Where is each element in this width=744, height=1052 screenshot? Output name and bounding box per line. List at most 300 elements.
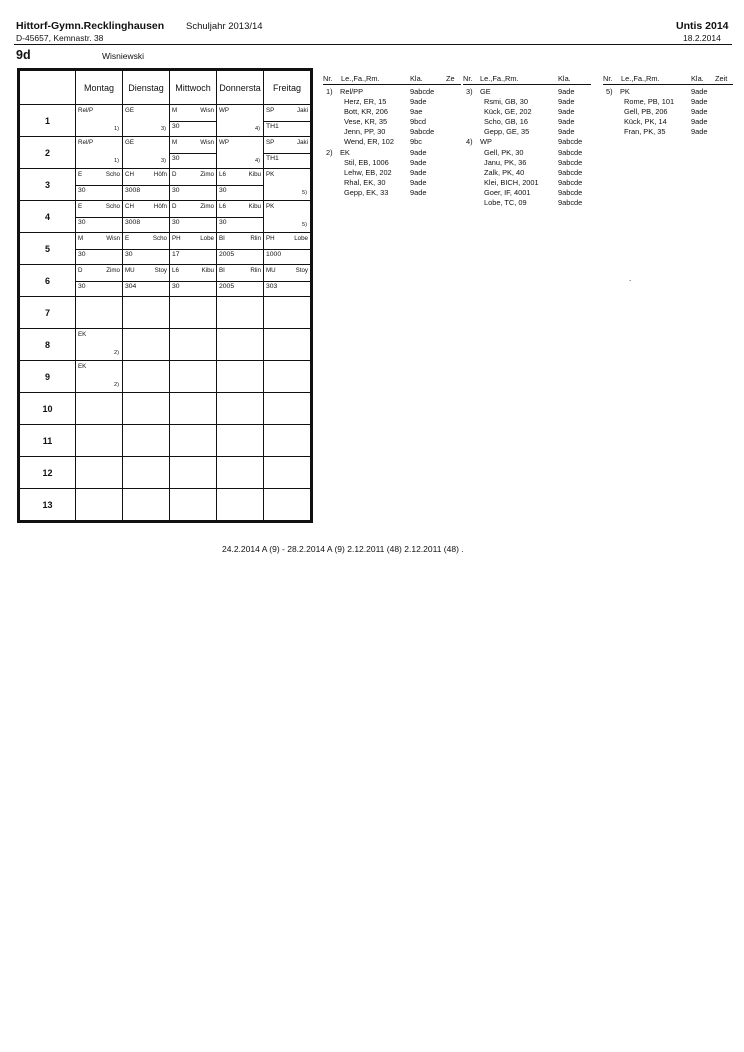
subject-label: EK — [78, 331, 87, 338]
lesson-cell — [217, 361, 264, 393]
lesson-content — [217, 393, 263, 424]
period-row — [20, 201, 311, 233]
teacher-label: Zimo — [200, 203, 214, 210]
lesson-content — [123, 425, 169, 456]
legend-classes: 9ade — [410, 187, 427, 197]
lesson-content — [76, 265, 122, 296]
legend-header-nr: Nr. — [603, 74, 613, 83]
lesson-cell — [264, 137, 311, 169]
subject-label: PK — [266, 171, 275, 178]
legend-entry: Goer, IF, 4001 — [484, 187, 531, 197]
legend-entry: EK — [340, 147, 350, 157]
lesson-content — [217, 425, 263, 456]
teacher-label: Zimo — [106, 267, 120, 274]
lesson-cell — [76, 425, 123, 457]
legend-classes: 9ade — [410, 147, 427, 157]
subject-label: WP — [219, 107, 229, 114]
header-rule — [14, 44, 732, 45]
teacher-label: Kibu — [201, 267, 214, 274]
subject-label: L6 — [172, 267, 179, 274]
lesson-content — [264, 169, 310, 200]
period-row — [20, 393, 311, 425]
teacher-label: Scho — [105, 203, 120, 210]
stray-mark: . — [629, 274, 632, 283]
legend-entry: Vese, KR, 35 — [344, 117, 388, 127]
room-label: 30 — [125, 251, 133, 258]
lesson-cell — [76, 297, 123, 329]
lesson-content — [170, 105, 216, 136]
legend-classes: 9bcd — [410, 117, 427, 127]
lesson-content — [170, 137, 216, 168]
legend-classes: 9ade — [691, 97, 708, 107]
lesson-cell — [264, 489, 311, 521]
subject-label: Rel/P — [78, 139, 94, 146]
lesson-cell — [123, 137, 170, 169]
period-row — [20, 489, 311, 521]
lesson-content — [170, 361, 216, 392]
period-number: 6 — [20, 265, 76, 297]
lesson-cell — [123, 201, 170, 233]
lesson-content — [217, 105, 263, 136]
footnote-label: 3) — [161, 126, 166, 132]
lesson-cell — [264, 105, 311, 137]
footnote-label: 2) — [114, 382, 119, 388]
lesson-cell — [76, 169, 123, 201]
lesson-cell — [264, 297, 311, 329]
legend-row — [463, 117, 591, 127]
legend-classes: 9abcde — [558, 147, 583, 157]
room-label: TH1 — [266, 123, 279, 130]
period-number: 10 — [20, 393, 76, 425]
subject-label: M — [172, 107, 178, 114]
subject-label: L6 — [219, 203, 226, 210]
lesson-cell — [170, 137, 217, 169]
lesson-cell — [217, 233, 264, 265]
period-row — [20, 105, 311, 137]
lesson-content — [123, 169, 169, 200]
legend-classes: 9ade — [410, 157, 427, 167]
lesson-cell — [123, 265, 170, 297]
lesson-content — [76, 329, 122, 360]
teacher-label: Wisn — [200, 139, 214, 146]
lesson-content — [264, 297, 310, 328]
lesson-cell — [76, 105, 123, 137]
teacher-label: Wisn — [200, 107, 214, 114]
teacher-label: Jaki — [296, 107, 308, 114]
subject-label: PH — [172, 235, 181, 242]
lesson-content — [264, 201, 310, 232]
teacher-label: Höfn — [153, 171, 167, 178]
lesson-content — [217, 169, 263, 200]
lesson-content — [76, 393, 122, 424]
period-row — [20, 169, 311, 201]
legend-entry: PK — [620, 87, 630, 96]
subject-label: D — [172, 203, 177, 210]
lesson-cell — [264, 201, 311, 233]
legend-classes: 9abcde — [558, 177, 583, 187]
subject-label: MU — [125, 267, 135, 274]
lesson-cell — [123, 425, 170, 457]
legend-entry: WP — [480, 137, 492, 147]
room-label: 30 — [172, 155, 180, 162]
lesson-cell — [123, 169, 170, 201]
footnote-label: 4) — [255, 126, 260, 132]
lesson-content — [264, 393, 310, 424]
period-number: 7 — [20, 297, 76, 329]
legend-classes: 9abcde — [410, 127, 435, 137]
legend-row — [463, 97, 591, 107]
legend-classes: 9ade — [691, 127, 708, 137]
legend-nr: 5) — [606, 87, 613, 96]
lesson-content — [123, 233, 169, 264]
period-number: 13 — [20, 489, 76, 521]
room-label: 30 — [78, 187, 86, 194]
legend-row — [603, 117, 733, 127]
lesson-cell — [123, 233, 170, 265]
subject-label: M — [78, 235, 84, 242]
legend-row — [463, 168, 591, 178]
period-number: 1 — [20, 105, 76, 137]
teacher-label: Lobe — [294, 235, 308, 242]
legend-row — [323, 87, 461, 97]
subject-label: MU — [266, 267, 276, 274]
lesson-content — [76, 233, 122, 264]
subject-label: WP — [219, 139, 229, 146]
subject-label: SP — [266, 107, 275, 114]
lesson-cell — [170, 457, 217, 489]
lesson-content — [170, 425, 216, 456]
lesson-cell — [264, 361, 311, 393]
period-row — [20, 265, 311, 297]
room-label: 3008 — [125, 219, 141, 226]
legend-header-kla: Kla. — [410, 74, 423, 83]
legend-row — [323, 117, 461, 127]
subject-label: BI — [219, 267, 225, 274]
lesson-content — [76, 137, 122, 168]
lesson-cell — [123, 361, 170, 393]
teacher-label: Stoy — [295, 267, 308, 274]
lesson-content — [170, 457, 216, 488]
lesson-cell — [76, 265, 123, 297]
lesson-content — [123, 265, 169, 296]
day-header: Freitag — [264, 71, 311, 105]
legend-entry: Lobe, TC, 09 — [484, 198, 527, 208]
legend-entry: Scho, GB, 16 — [484, 117, 528, 127]
footnote-label: 5) — [302, 190, 307, 196]
lesson-cell — [76, 361, 123, 393]
timetable — [19, 70, 311, 521]
legend-entry: Gell, PB, 206 — [624, 107, 668, 117]
legend-row — [463, 188, 591, 198]
period-row — [20, 425, 311, 457]
lesson-cell — [217, 457, 264, 489]
period-number: 11 — [20, 425, 76, 457]
lesson-content — [170, 169, 216, 200]
footnote-label: 2) — [114, 350, 119, 356]
legend-header-kla: Kla. — [691, 74, 704, 83]
legend-row — [463, 198, 591, 208]
lesson-content — [170, 265, 216, 296]
header-row — [20, 71, 311, 105]
subject-label: GE — [125, 107, 134, 114]
lesson-content — [264, 137, 310, 168]
lesson-content — [123, 361, 169, 392]
legend-entry: Stil, EB, 1006 — [344, 157, 389, 167]
footnote-label: 3) — [161, 158, 166, 164]
legend-entry: Jenn, PP, 30 — [344, 127, 386, 137]
legend-classes: 9ade — [558, 97, 575, 107]
school-name: Hittorf-Gymn.Recklinghausen — [16, 20, 165, 32]
lesson-cell — [76, 457, 123, 489]
lesson-cell — [76, 489, 123, 521]
legend-header-kla: Kla. — [558, 74, 571, 83]
lesson-cell — [170, 265, 217, 297]
lesson-cell — [264, 393, 311, 425]
lesson-cell — [123, 329, 170, 361]
lesson-content — [123, 489, 169, 520]
lesson-content — [217, 489, 263, 520]
legend-row — [463, 178, 591, 188]
lesson-cell — [217, 201, 264, 233]
legend-entry: Gell, PK, 30 — [484, 147, 524, 157]
room-label: 2005 — [219, 283, 235, 290]
subject-label: CH — [125, 171, 134, 178]
lesson-content — [217, 265, 263, 296]
legend-entry: Kück, GE, 202 — [484, 107, 532, 117]
legend-row — [603, 127, 733, 137]
legend-nr: 1) — [326, 87, 333, 96]
lesson-content — [123, 297, 169, 328]
lesson-cell — [264, 457, 311, 489]
room-label: 2005 — [219, 251, 235, 258]
lesson-cell — [217, 425, 264, 457]
subject-label: EK — [78, 363, 87, 370]
legend-classes: 9ade — [558, 127, 575, 137]
legend-classes: 9abcde — [558, 167, 583, 177]
legend-row — [463, 127, 591, 137]
teacher-label: Rlin — [250, 235, 261, 242]
lesson-content — [123, 393, 169, 424]
legend-row — [323, 97, 461, 107]
legend-column-3 — [603, 74, 733, 137]
lesson-content — [264, 457, 310, 488]
lesson-content — [217, 457, 263, 488]
teacher-label: Scho — [152, 235, 167, 242]
legend-row — [323, 107, 461, 117]
legend-row — [323, 148, 461, 158]
legend-entry: Janu, PK, 36 — [484, 157, 527, 167]
lesson-cell — [76, 137, 123, 169]
lesson-content — [264, 329, 310, 360]
legend-row — [463, 137, 591, 147]
day-header: Montag — [76, 71, 123, 105]
lesson-cell — [170, 169, 217, 201]
lesson-content — [76, 457, 122, 488]
legend-row — [323, 158, 461, 168]
period-number: 12 — [20, 457, 76, 489]
lesson-content — [76, 297, 122, 328]
lesson-content — [76, 489, 122, 520]
legend-classes: 9abcde — [558, 157, 583, 167]
subject-label: BI — [219, 235, 225, 242]
teacher-label: Höfn — [153, 203, 167, 210]
lesson-content — [170, 201, 216, 232]
subject-label: E — [125, 235, 130, 242]
room-label: 3008 — [125, 187, 141, 194]
teacher-label: Scho — [105, 171, 120, 178]
lesson-cell — [123, 393, 170, 425]
lesson-cell — [76, 233, 123, 265]
legend-header-zeit: Ze — [446, 74, 455, 83]
lesson-content — [217, 137, 263, 168]
legend-entry: Rhal, EK, 30 — [344, 177, 386, 187]
lesson-content — [264, 425, 310, 456]
lesson-cell — [170, 329, 217, 361]
lesson-cell — [217, 489, 264, 521]
legend-classes: 9ade — [691, 117, 708, 127]
legend-classes: 9ade — [691, 87, 708, 96]
lesson-cell — [170, 361, 217, 393]
lesson-cell — [264, 265, 311, 297]
legend-row — [603, 97, 733, 107]
teacher-label: Jaki — [296, 139, 308, 146]
legend-header — [603, 74, 733, 85]
room-label: 30 — [78, 251, 86, 258]
room-label: 30 — [172, 187, 180, 194]
school-address: D-45657, Kemnastr. 38 — [16, 33, 104, 43]
day-header: Donnersta — [217, 71, 264, 105]
period-row — [20, 233, 311, 265]
period-number: 9 — [20, 361, 76, 393]
room-label: 30 — [219, 219, 227, 226]
legend-entry: Bott, KR, 206 — [344, 107, 388, 117]
legend-header-nr: Nr. — [323, 74, 333, 83]
lesson-cell — [264, 329, 311, 361]
lesson-cell — [217, 137, 264, 169]
legend-classes: 9bc — [410, 137, 422, 147]
lesson-cell — [170, 425, 217, 457]
lesson-content — [217, 233, 263, 264]
period-row — [20, 329, 311, 361]
legend-classes: 9ae — [410, 107, 423, 117]
legend-entry: Fran, PK, 35 — [624, 127, 666, 137]
lesson-content — [264, 489, 310, 520]
lesson-cell — [123, 105, 170, 137]
lesson-content — [123, 329, 169, 360]
footnote-label: 1) — [114, 126, 119, 132]
subject-label: D — [172, 171, 177, 178]
lesson-cell — [170, 297, 217, 329]
lesson-content — [217, 361, 263, 392]
legend-row — [463, 107, 591, 117]
lesson-cell — [217, 393, 264, 425]
lesson-content — [264, 265, 310, 296]
legend-row — [323, 178, 461, 188]
teacher-label: Kibu — [248, 203, 261, 210]
legend-classes: 9ade — [558, 107, 575, 117]
period-row — [20, 361, 311, 393]
legend-classes: 9ade — [410, 177, 427, 187]
subject-label: D — [78, 267, 83, 274]
lesson-cell — [123, 457, 170, 489]
legend-classes: 9abcde — [558, 187, 583, 197]
legend-entry: Herz, ER, 15 — [344, 97, 387, 107]
subject-label: E — [78, 203, 83, 210]
lesson-content — [123, 137, 169, 168]
lesson-cell — [76, 201, 123, 233]
period-row — [20, 457, 311, 489]
room-label: TH1 — [266, 155, 279, 162]
period-row — [20, 297, 311, 329]
period-number: 5 — [20, 233, 76, 265]
legend-row — [603, 87, 733, 97]
legend-entry: Gepp, EK, 33 — [344, 187, 389, 197]
lesson-cell — [217, 329, 264, 361]
legend-nr: 4) — [466, 137, 473, 147]
legend-classes: 9ade — [558, 87, 575, 96]
legend-entry: Klei, BICH, 2001 — [484, 177, 539, 187]
product-name: Untis 2014 — [676, 20, 729, 32]
legend-header-zeit: Zeit — [715, 74, 728, 83]
lesson-content — [170, 297, 216, 328]
lesson-cell — [123, 489, 170, 521]
subject-label: CH — [125, 203, 134, 210]
legend-header-le: Le.,Fa.,Rm. — [621, 74, 660, 83]
legend-entry: GE — [480, 87, 491, 96]
legend-header-le: Le.,Fa.,Rm. — [341, 74, 380, 83]
legend-nr: 3) — [466, 87, 473, 96]
teacher-label: Zimo — [200, 171, 214, 178]
legend-header — [323, 74, 461, 85]
lesson-content — [76, 201, 122, 232]
subject-label: GE — [125, 139, 134, 146]
legend-entry: Rsmi, GB, 30 — [484, 97, 528, 107]
lesson-cell — [170, 233, 217, 265]
lesson-cell — [170, 489, 217, 521]
legend-nr: 2) — [326, 147, 333, 157]
room-label: 17 — [172, 251, 180, 258]
lesson-cell — [170, 393, 217, 425]
legend-classes: 9abcde — [558, 198, 583, 208]
legend-header-le: Le.,Fa.,Rm. — [480, 74, 519, 83]
teacher-label: Kibu — [248, 171, 261, 178]
subject-label: L6 — [219, 171, 226, 178]
legend-classes: 9ade — [410, 97, 427, 107]
legend-header-nr: Nr. — [463, 74, 473, 83]
day-header: Dienstag — [123, 71, 170, 105]
legend-entry: Gepp, GE, 35 — [484, 127, 530, 137]
footnote-label: 4) — [255, 158, 260, 164]
lesson-content — [76, 425, 122, 456]
lesson-content — [76, 361, 122, 392]
timetable-grid — [17, 68, 313, 523]
validity-footer: 24.2.2014 A (9) - 28.2.2014 A (9) 2.12.2011 (48) 2.12.2011 (48) . — [222, 544, 464, 554]
lesson-cell — [76, 393, 123, 425]
lesson-cell — [264, 425, 311, 457]
legend-classes: 9ade — [558, 117, 575, 127]
teacher-label: Rlin — [250, 267, 261, 274]
period-number: 3 — [20, 169, 76, 201]
period-row — [20, 137, 311, 169]
lesson-content — [170, 489, 216, 520]
lesson-content — [217, 201, 263, 232]
subject-label: PH — [266, 235, 275, 242]
lesson-cell — [264, 169, 311, 201]
room-label: 303 — [266, 283, 278, 290]
legend-classes: 9abcde — [558, 137, 583, 147]
lesson-content — [170, 233, 216, 264]
legend-row — [463, 87, 591, 97]
